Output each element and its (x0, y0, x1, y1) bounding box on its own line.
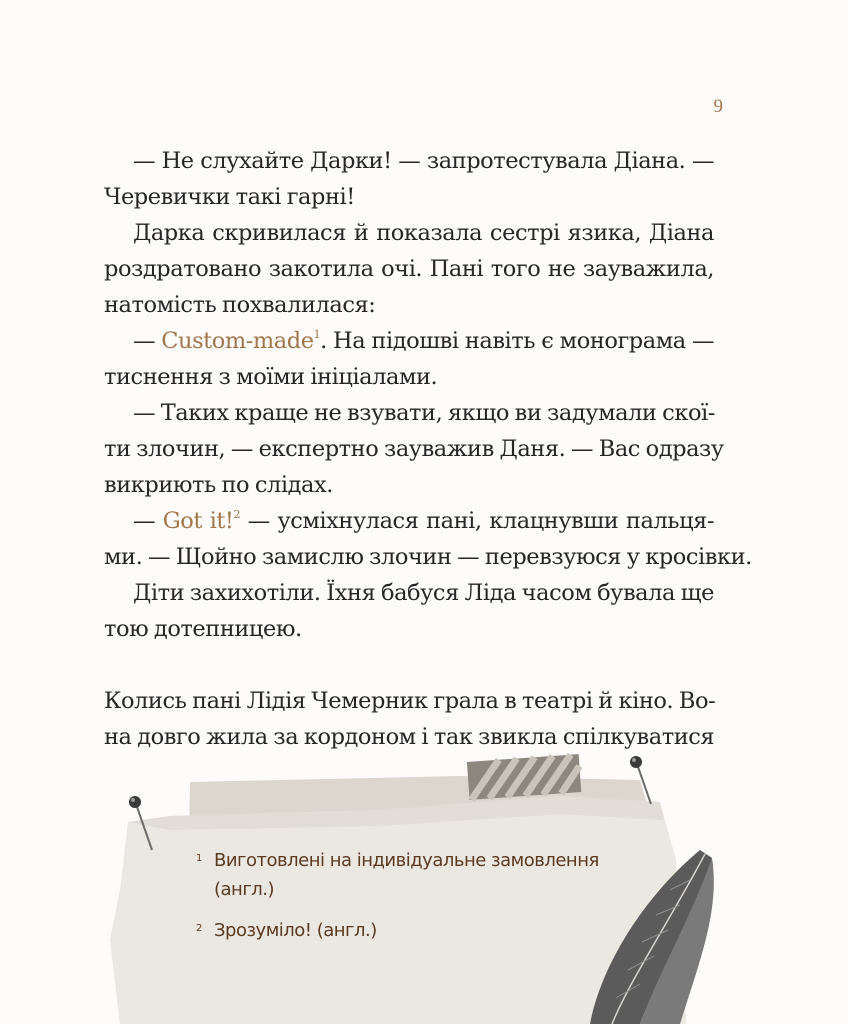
text-line (133, 578, 714, 608)
text-line (133, 506, 714, 536)
text-run: роздратовано закотила очі. Пані того не зауважила, (104, 256, 714, 282)
footnote-text: Зрозуміло! (англ.) (214, 920, 377, 941)
text-line (133, 398, 714, 428)
text-line (104, 686, 714, 716)
text-run: натомість похвалилася: (104, 292, 376, 318)
text-run: — (133, 508, 163, 534)
tape-strip-icon (467, 754, 581, 800)
text-line (104, 254, 714, 284)
footnote-text: (англ.) (214, 879, 275, 900)
text-line (133, 146, 714, 176)
text-run: Колись пані Лідія Чемерник грала в театрі й кіно. Во- (104, 688, 716, 714)
english-phrase: Got it! (162, 508, 234, 534)
text-line (133, 218, 714, 248)
text-run: на довго жила за кордоном і так звикла спілкуватися (104, 724, 715, 750)
text-run: . На підошві навіть є монограма — (320, 328, 714, 354)
english-phrase: Custom-made (161, 328, 314, 354)
text-run: — усміхнулася пані, клацнувши пальця- (240, 508, 714, 534)
text-line (104, 470, 333, 500)
text-run: — Таких краще не взувати, якщо ви задумали скої- (133, 400, 715, 426)
text-run: Дарка скривилася й показала сестрі язика, Діана (133, 220, 714, 246)
text-run: тою дотепницею. (104, 616, 302, 642)
text-line (104, 362, 437, 392)
text-run: — Не слухайте Дарки! — запротестувала Діана. — (133, 148, 714, 174)
page-number: 9 (713, 96, 723, 117)
text-run: Діти захихотіли. Їхня бабуся Ліда часом бувала ще (133, 580, 714, 606)
footnote-number: 2 (196, 923, 202, 934)
text-run: тиснення з моїми ініціалами. (104, 364, 438, 390)
text-run: ти злочин, — експертно зауважив Даня. — Вас одразу (104, 436, 724, 462)
footnotes-list (196, 846, 656, 945)
footnote-ref: 1 (313, 328, 321, 341)
text-line (133, 326, 714, 356)
text-line (104, 542, 752, 572)
footnote-ref: 2 (233, 508, 241, 521)
text-line (104, 290, 375, 320)
text-run: викриють по слідах. (104, 472, 333, 498)
footnote-text: Виготовлені на індивідуальне замовлення (214, 850, 599, 871)
footnote-item (196, 916, 656, 945)
text-line (104, 614, 302, 644)
text-run: Черевички такі гарні! (104, 184, 355, 210)
text-run: ми. — Щойно замислю злочин — перевзуюся у кросівки. (104, 544, 752, 570)
text-line (104, 434, 724, 464)
text-line (104, 182, 355, 212)
footnote-number: 1 (196, 853, 202, 864)
text-run: — (133, 328, 162, 354)
footnote-item (196, 846, 656, 904)
